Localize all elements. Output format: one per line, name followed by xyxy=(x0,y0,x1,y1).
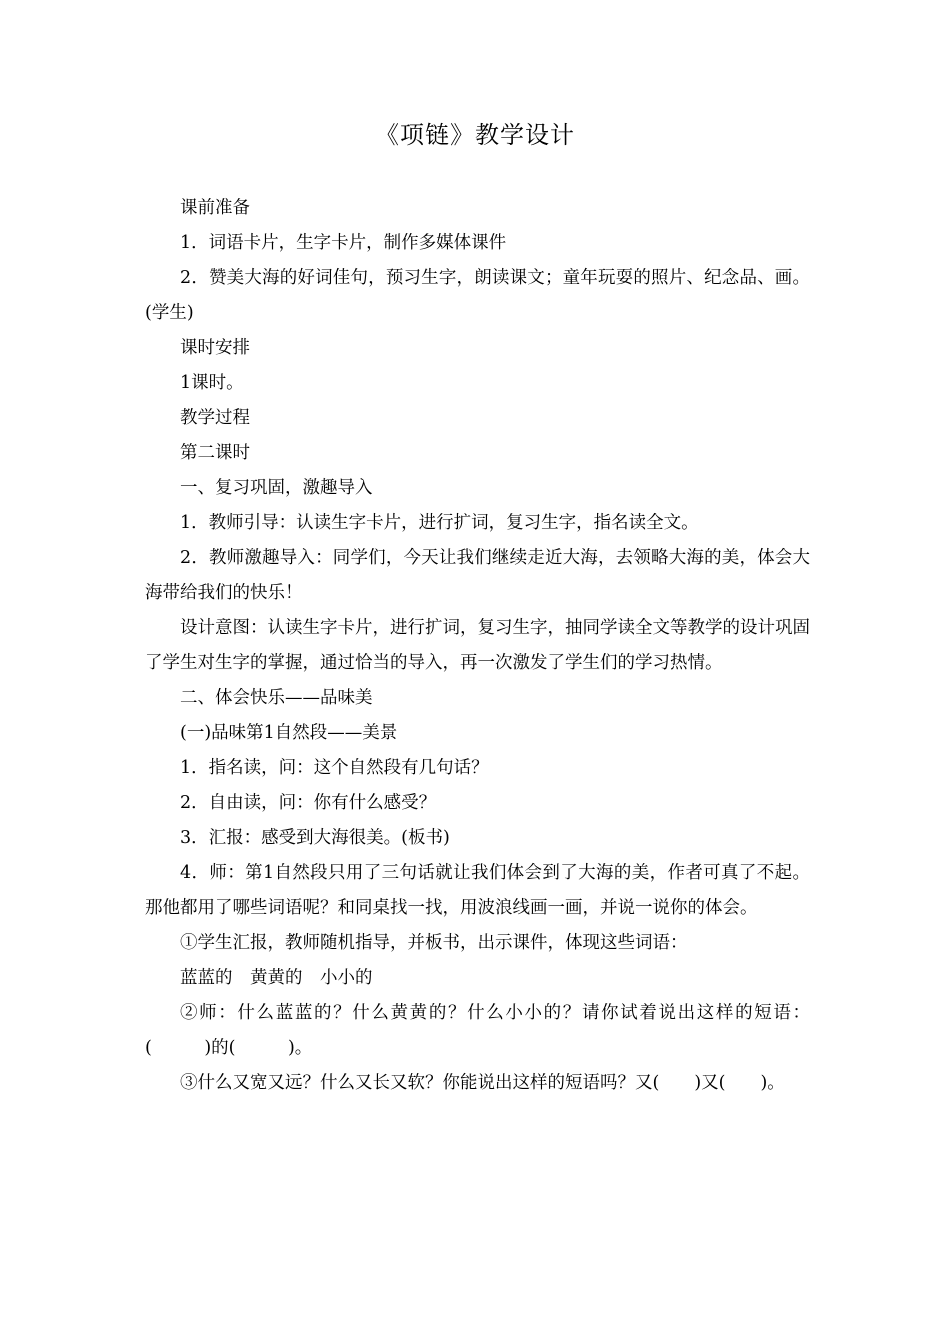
document-body xyxy=(145,191,810,1101)
paragraph: 教学过程 xyxy=(180,408,250,428)
paragraph: ②师：什么蓝蓝的？什么黄黄的？什么小小的？请你试着说出这样的短语：( )的( )。 xyxy=(145,1003,810,1058)
paragraph: 2．教师激趣导入：同学们，今天让我们继续走近大海，去领略大海的美，体会大海带给我们的快乐！ xyxy=(145,548,810,603)
paragraph: ①学生汇报，教师随机指导，并板书，出示课件，体现这些词语： xyxy=(180,933,688,953)
paragraph: 4．师：第1自然段只用了三句话就让我们体会到了大海的美，作者可真了不起。那他都用了哪些词语呢？和同桌找一找，用波浪线画一画，并说一说你的体会。 xyxy=(145,863,810,918)
paragraph: 3．汇报：感受到大海很美。(板书) xyxy=(180,828,450,848)
paragraph: 蓝蓝的 黄黄的 小小的 xyxy=(180,968,373,988)
paragraph: 1．教师引导：认读生字卡片，进行扩词，复习生字，指名读全文。 xyxy=(180,513,699,533)
paragraph: 课前准备 xyxy=(180,198,250,218)
paragraph: 2．赞美大海的好词佳句，预习生字，朗读课文；童年玩耍的照片、纪念品、画。(学生) xyxy=(145,268,810,323)
paragraph: 2．自由读，问：你有什么感受？ xyxy=(180,793,437,813)
paragraph: 设计意图：认读生字卡片，进行扩词，复习生字，抽同学读全文等教学的设计巩固了学生对生字的掌握，通过恰当的导入，再一次激发了学生们的学习热情。 xyxy=(145,618,810,673)
paragraph: ③什么又宽又远？什么又长又软？你能说出这样的短语吗？又( )又( )。 xyxy=(180,1073,785,1093)
paragraph: 二、体会快乐——品味美 xyxy=(180,688,373,708)
paragraph: 课时安排 xyxy=(180,338,250,358)
paragraph: 第二课时 xyxy=(180,443,250,463)
paragraph: 1课时。 xyxy=(180,373,244,393)
paragraph: 1．指名读，问：这个自然段有几句话？ xyxy=(180,758,489,778)
paragraph: 一、复习巩固，激趣导入 xyxy=(180,478,373,498)
paragraph: (一)品味第1自然段——美景 xyxy=(180,723,398,743)
document-title: 《项链》教学设计 xyxy=(375,121,575,149)
paragraph: 1．词语卡片，生字卡片，制作多媒体课件 xyxy=(180,233,507,253)
